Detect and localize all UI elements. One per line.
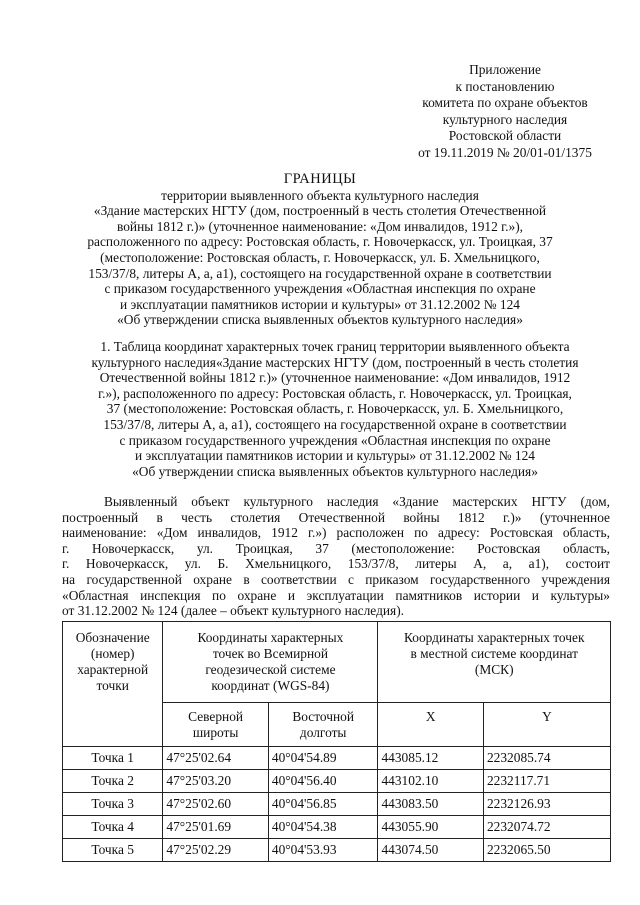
header-point-designation xyxy=(63,622,163,747)
title-line: «Здание мастерских НГТУ (дом, построенный в честь столетия Отечественной xyxy=(93,203,547,219)
title-line: расположенного по адресу: Ростовская область, г. Новочеркасск, ул. Троицкая, 37 xyxy=(87,234,553,250)
table-row xyxy=(63,793,611,816)
header-text: Координаты характерных точек xyxy=(404,630,585,645)
header-east-longitude xyxy=(268,703,378,747)
latitude-cell: 47°25'02.64 xyxy=(163,747,269,770)
header-text: характерной xyxy=(77,662,149,677)
x-cell: 443083.50 xyxy=(378,793,484,816)
section-line: Отечественной войны 1812 г.)» (уточненное наименование: «Дом инвалидов, 1912 xyxy=(99,370,571,386)
table-row xyxy=(63,770,611,793)
paragraph-line: построенный в честь столетия Отечественной войны 1812 г.)» (уточненное xyxy=(62,509,610,525)
section-line: 1. Таблица координат характерных точек границ территории выявленного объекта xyxy=(100,339,570,354)
y-cell: 2232117.71 xyxy=(483,770,610,793)
x-cell: 443085.12 xyxy=(378,747,484,770)
title-line: войны 1812 г.)» (уточненное наименование: «Дом инвалидов, 1912 г.»), xyxy=(116,218,524,234)
section-line: 153/37/8, литеры А, а, а1), состоящего на государственной охране в соответствии xyxy=(103,416,567,432)
title-line: с приказом государственного учреждения «Областная инспекция по охране xyxy=(104,281,536,297)
longitude-cell: 40°04'56.85 xyxy=(268,793,378,816)
table-row xyxy=(63,816,611,839)
header-y: Y xyxy=(483,703,610,747)
section-heading xyxy=(55,339,615,479)
title-line: территории выявленного объекта культурного наследия xyxy=(161,187,479,203)
paragraph-line: г. Новочеркасск, ул. Б. Хмельницкого, 153/37/8, литеры А, а, а1), состоит xyxy=(62,556,610,572)
appendix-line: Ростовской области xyxy=(448,128,562,144)
header-text: координат (WGS-84) xyxy=(211,678,330,693)
point-cell: Точка 2 xyxy=(63,770,163,793)
point-cell: Точка 5 xyxy=(63,839,163,862)
point-cell: Точка 4 xyxy=(63,816,163,839)
point-cell: Точка 1 xyxy=(63,747,163,770)
y-cell: 2232065.50 xyxy=(483,839,610,862)
header-text: точек во Всемирной xyxy=(212,646,329,661)
header-text: долготы xyxy=(299,725,347,740)
section-line: с приказом государственного учреждения «Областная инспекция по охране xyxy=(119,432,551,448)
section-line: 37 (местоположение: Ростовская область, г. Новочеркасск, ул. Б. Хмельницкого, xyxy=(106,401,564,417)
header-text: Северной xyxy=(188,709,244,724)
x-cell: 443074.50 xyxy=(378,839,484,862)
latitude-cell: 47°25'02.29 xyxy=(163,839,269,862)
title-heading: ГРАНИЦЫ xyxy=(283,171,357,187)
paragraph-line: «Областная инспекция по охране и эксплуатации памятников истории и культуры» xyxy=(62,587,610,603)
body-paragraph xyxy=(62,494,610,619)
point-cell: Точка 3 xyxy=(63,793,163,816)
section-line: «Об утверждении списка выявленных объектов культурного наследия» xyxy=(132,463,538,479)
longitude-cell: 40°04'54.38 xyxy=(268,816,378,839)
header-text: Координаты характерных xyxy=(197,630,344,645)
paragraph-line: г. Новочеркасск, ул. Троицкая, 37 (местоположение: Ростовская область, xyxy=(62,540,610,556)
header-text: геодезической системе xyxy=(205,662,336,677)
header-text: широты xyxy=(192,725,239,740)
paragraph-line: Выявленный объект культурного наследия «Здание мастерских НГТУ (дом, xyxy=(104,494,610,509)
table-row xyxy=(63,747,611,770)
appendix-block xyxy=(395,62,615,162)
title-line: 153/37/8, литеры А, а, а1), состоящего на государственной охране в соответствии xyxy=(88,265,552,281)
header-text: в местной системе координат xyxy=(410,646,578,661)
section-line: культурного наследия«Здание мастерских НГТУ (дом, построенный в честь столетия xyxy=(91,354,579,370)
coordinates-table xyxy=(62,621,611,862)
header-wgs84-group xyxy=(163,622,378,703)
table-row xyxy=(63,839,611,862)
latitude-cell: 47°25'02.60 xyxy=(163,793,269,816)
appendix-line: от 19.11.2019 № 20/01-01/1375 xyxy=(418,144,592,160)
y-cell: 2232126.93 xyxy=(483,793,610,816)
appendix-line: комитета по охране объектов xyxy=(422,95,588,111)
paragraph-line: от 31.12.2002 № 124 (далее – объект культурного наследия). xyxy=(62,603,405,619)
document-title xyxy=(40,172,600,328)
x-cell: 443055.90 xyxy=(378,816,484,839)
latitude-cell: 47°25'03.20 xyxy=(163,770,269,793)
section-line: и эксплуатации памятников истории и культуры» от 31.12.2002 № 124 xyxy=(135,448,535,464)
header-text: Обозначение xyxy=(75,630,150,645)
paragraph-line: наименование: «Дом инвалидов, 1912 г.») расположен по адресу: Ростовская область, xyxy=(62,525,610,541)
x-cell: 443102.10 xyxy=(378,770,484,793)
longitude-cell: 40°04'54.89 xyxy=(268,747,378,770)
header-text: точки xyxy=(96,678,129,693)
title-line: «Об утверждении списка выявленных объектов культурного наследия» xyxy=(117,312,523,328)
header-text: (номер) xyxy=(90,646,135,661)
y-cell: 2232085.74 xyxy=(483,747,610,770)
section-line: г.»), расположенного по адресу: Ростовская область, г. Новочеркасск, ул. Троицкая, xyxy=(98,385,572,401)
title-line: (местоположение: Ростовская область, г. Новочеркасск, ул. Б. Хмельницкого, xyxy=(100,249,540,265)
longitude-cell: 40°04'56.40 xyxy=(268,770,378,793)
header-msk-group xyxy=(378,622,611,703)
table-header-row xyxy=(63,622,611,703)
appendix-line: культурного наследия xyxy=(442,111,568,127)
appendix-line: к постановлению xyxy=(455,78,555,94)
latitude-cell: 47°25'01.69 xyxy=(163,816,269,839)
y-cell: 2232074.72 xyxy=(483,816,610,839)
title-line: и эксплуатации памятников истории и культуры» от 31.12.2002 № 124 xyxy=(120,296,520,312)
paragraph-line: на государственной охране в соответствии с приказом государственного учреждения xyxy=(62,571,610,587)
header-text: Восточной xyxy=(292,709,355,724)
header-text: (МСК) xyxy=(474,662,514,677)
header-x: X xyxy=(378,703,484,747)
appendix-line: Приложение xyxy=(469,62,541,77)
header-north-latitude xyxy=(163,703,269,747)
longitude-cell: 40°04'53.93 xyxy=(268,839,378,862)
